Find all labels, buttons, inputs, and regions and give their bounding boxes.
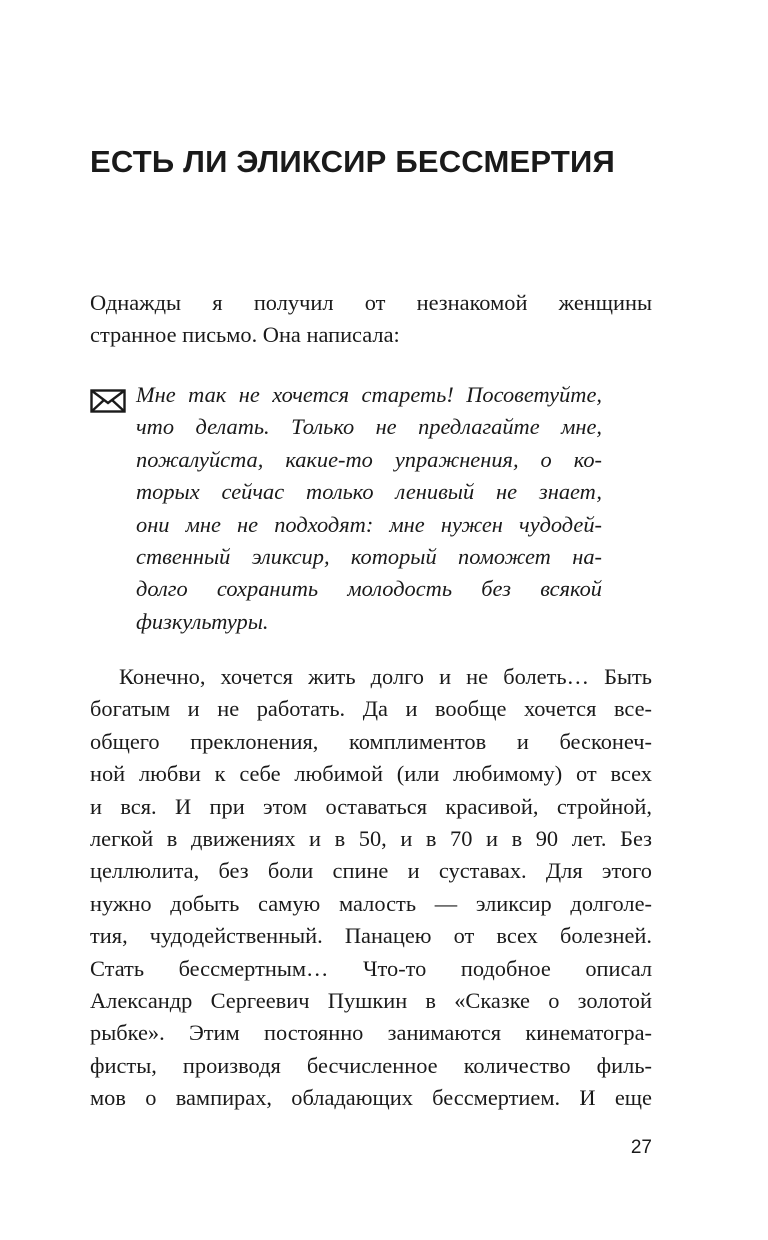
chapter-title: ЕСТЬ ЛИ ЭЛИКСИР БЕССМЕРТИЯ — [90, 144, 615, 179]
quote-line: они мне не подходят: мне нужен чудодей- — [136, 511, 602, 537]
quote-line: Мне так не хочется стареть! Посоветуйте, — [136, 382, 602, 407]
paragraph-line: ной любви к себе любимой (или любимому) от всех — [90, 761, 652, 787]
quote-line: пожалуйста, какие-то упражнения, о ко- — [136, 446, 602, 472]
paragraph-line: Александр Сергеевич Пушкин в «Сказке о золотой — [90, 987, 652, 1013]
quote-line: торых сейчас только ленивый не знает, — [136, 479, 602, 505]
paragraph-line: Стать бессмертным… Что-то подобное описал — [90, 955, 652, 981]
envelope-icon — [90, 389, 126, 413]
paragraph-line: Конечно, хочется жить долго и не болеть… Быть — [119, 664, 652, 689]
paragraph-line: Однажды я получил от незнакомой женщины — [90, 290, 652, 315]
intro-paragraph — [90, 287, 652, 352]
letter-quote — [136, 379, 602, 638]
quote-line: физкультуры. — [136, 608, 269, 634]
page-number: 27 — [630, 1137, 652, 1158]
paragraph-line: легкой в движениях и в 50, и в 70 и в 90 лет. Без — [90, 825, 652, 851]
quote-line: долго сохранить молодость без всякой — [136, 576, 602, 602]
paragraph-line: нужно добыть самую малость — эликсир долголе- — [90, 890, 652, 916]
paragraph-line: богатым и не работать. Да и вообще хочется все- — [90, 696, 652, 722]
quote-line: ственный эликсир, который поможет на- — [136, 543, 602, 569]
quote-line: что делать. Только не предлагайте мне, — [136, 414, 602, 440]
paragraph-line: и вся. И при этом оставаться красивой, стройной, — [90, 793, 652, 819]
paragraph-line: общего преклонения, комплиментов и бесконеч- — [90, 728, 652, 754]
paragraph-line: тия, чудодейственный. Панацею от всех болезней. — [90, 923, 652, 949]
paragraph-line: целлюлита, без боли спине и суставах. Для этого — [90, 858, 652, 884]
paragraph-line: фисты, производя бесчисленное количество филь- — [90, 1052, 652, 1078]
paragraph-line: странное письмо. Она написала: — [90, 322, 400, 348]
paragraph-line: рыбке». Этим постоянно занимаются кинематогра- — [90, 1020, 652, 1046]
paragraph-line: мов о вампирах, обладающих бессмертием. И еще — [90, 1085, 652, 1111]
main-paragraph — [90, 661, 652, 1114]
